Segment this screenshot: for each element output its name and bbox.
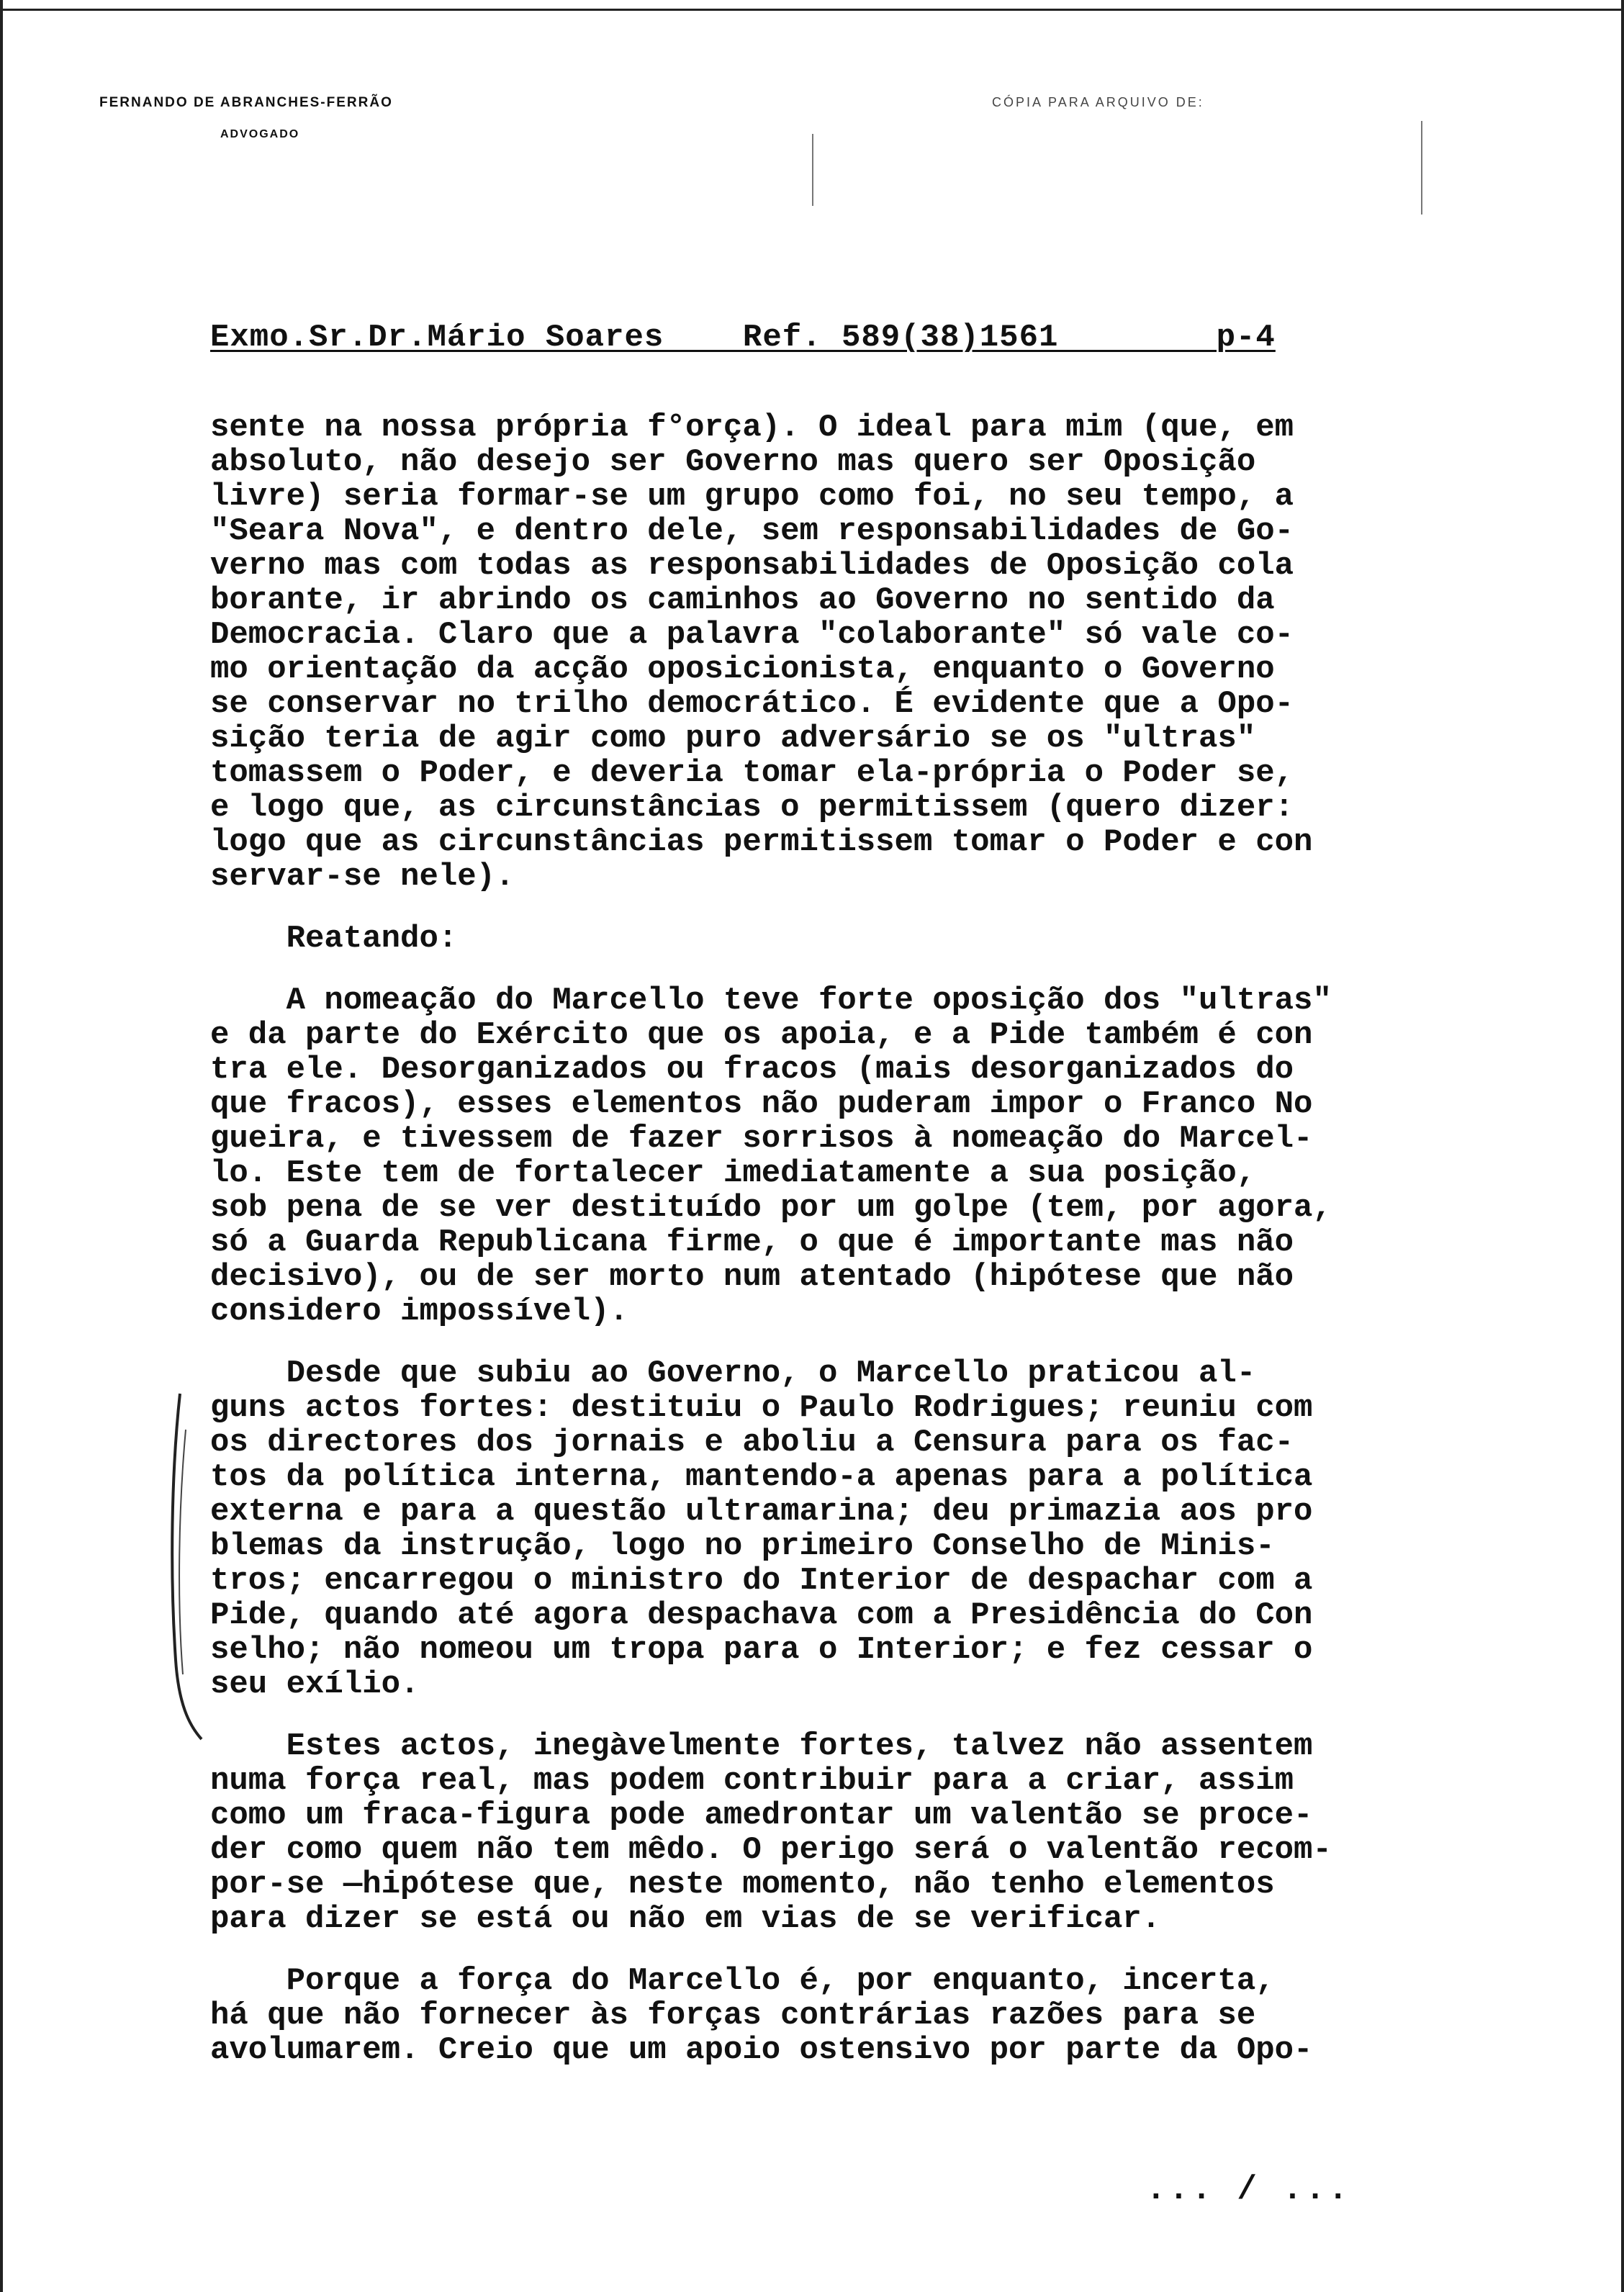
copy-archive-label: CÓPIA PARA ARQUIVO DE: — [992, 95, 1204, 109]
page-right-border — [1621, 0, 1624, 2292]
copy-box-right-line — [1421, 121, 1422, 215]
text-line: se conservar no trilho democrático. É evidente que a Opo- — [210, 686, 1294, 722]
text-line: só a Guarda Republicana firme, o que é importante mas não — [210, 1224, 1294, 1260]
text-line: borante, ir abrindo os caminhos ao Governo no sentido da — [210, 582, 1275, 618]
text-line: guns actos fortes: destituiu o Paulo Rodrigues; reuniu com — [210, 1390, 1313, 1426]
paragraph-4 — [210, 1356, 1520, 1702]
paragraph-5 — [210, 1729, 1520, 1936]
text-line: selho; não nomeou um tropa para o Interior; e fez cessar o — [210, 1632, 1313, 1668]
text-line: Pide, quando até agora despachava com a Presidência do Con — [210, 1597, 1313, 1633]
text-line: sição teria de agir como puro adversário se os "ultras" — [210, 721, 1256, 757]
letterhead-role: ADVOGADO — [220, 128, 300, 140]
text-line: externa e para a questão ultramarina; deu primazia aos pro — [210, 1494, 1313, 1530]
text-line: Estes actos, inegàvelmente fortes, talvez não assentem — [210, 1728, 1313, 1764]
text-line: logo que as circunstâncias permitissem tomar o Poder e con — [210, 824, 1313, 860]
text-line: os directores dos jornais e aboliu a Censura para os fac- — [210, 1425, 1294, 1461]
text-line: Reatando: — [210, 921, 458, 957]
text-line: mo orientação da acção oposicionista, enquanto o Governo — [210, 651, 1275, 687]
text-line: tos da política interna, mantendo-a apenas para a política — [210, 1459, 1313, 1495]
text-line: avolumarem. Creio que um apoio ostensivo por parte da Opo- — [210, 2032, 1313, 2068]
letter-body — [210, 410, 1520, 2067]
handwritten-margin-bracket — [151, 1386, 209, 1746]
text-line: servar-se nele). — [210, 859, 515, 895]
page-top-border — [0, 0, 1624, 11]
text-line: tomassem o Poder, e deveria tomar ela-própria o Poder se, — [210, 755, 1294, 791]
text-line: que fracos), esses elementos não puderam impor o Franco No — [210, 1086, 1313, 1122]
text-line: absoluto, não desejo ser Governo mas quero ser Oposição — [210, 444, 1256, 480]
paragraph-1 — [210, 410, 1520, 894]
paragraph-6 — [210, 1964, 1520, 2067]
text-line: A nomeação do Marcello teve forte oposição dos "ultras" — [210, 983, 1332, 1019]
text-line: blemas da instrução, logo no primeiro Conselho de Minis- — [210, 1528, 1275, 1564]
text-line: por-se —hipótese que, neste momento, não tenho elementos — [210, 1867, 1275, 1903]
text-line: lo. Este tem de fortalecer imediatamente a sua posição, — [210, 1155, 1256, 1191]
text-line: tros; encarregou o ministro do Interior de despachar com a — [210, 1563, 1313, 1599]
text-line: Desde que subiu ao Governo, o Marcello praticou al- — [210, 1355, 1256, 1391]
text-line: Democracia. Claro que a palavra "colaborante" só vale co- — [210, 617, 1294, 653]
text-line: Porque a força do Marcello é, por enquanto, incerta, — [210, 1963, 1275, 1999]
text-line: verno mas com todas as responsabilidades de Oposição cola — [210, 548, 1294, 584]
text-line: há que não fornecer às forças contrárias razões para se — [210, 1998, 1256, 2034]
page-left-border — [0, 0, 3, 2292]
text-line: gueira, e tivessem de fazer sorrisos à nomeação do Marcel- — [210, 1121, 1313, 1157]
continuation-marker: ... / ... — [1146, 2171, 1351, 2208]
text-line: e da parte do Exército que os apoia, e a Pide também é con — [210, 1017, 1313, 1053]
text-line: e logo que, as circunstâncias o permitissem (quero dizer: — [210, 790, 1294, 826]
copy-box-left-line — [812, 134, 813, 206]
text-line: decisivo), ou de ser morto num atentado (hipótese que não — [210, 1259, 1294, 1295]
paragraph-2 — [210, 921, 1520, 956]
text-line: numa força real, mas podem contribuir para a criar, assim — [210, 1763, 1294, 1799]
text-line: tra ele. Desorganizados ou fracos (mais desorganizados do — [210, 1052, 1294, 1088]
text-line: sob pena de se ver destituído por um golpe (tem, por agora, — [210, 1190, 1332, 1226]
text-line: der como quem não tem mêdo. O perigo será o valentão recom- — [210, 1832, 1332, 1868]
paragraph-3 — [210, 983, 1520, 1329]
text-line: seu exílio. — [210, 1666, 420, 1702]
letterhead-name: FERNANDO DE ABRANCHES-FERRÃO — [99, 95, 393, 110]
text-line: sente na nossa própria f°orça). O ideal para mim (que, em — [210, 410, 1294, 446]
text-line: livre) seria formar-se um grupo como foi, no seu tempo, a — [210, 479, 1294, 515]
text-line: considero impossível). — [210, 1294, 628, 1330]
text-line: "Seara Nova", e dentro dele, sem responsabilidades de Go- — [210, 513, 1294, 549]
text-line: como um fraca-figura pode amedrontar um valentão se proce- — [210, 1797, 1313, 1833]
document-reference-header: Exmo.Sr.Dr.Mário Soares Ref. 589(38)1561 p-4 — [210, 320, 1276, 356]
text-line: para dizer se está ou não em vias de se verificar. — [210, 1901, 1161, 1937]
